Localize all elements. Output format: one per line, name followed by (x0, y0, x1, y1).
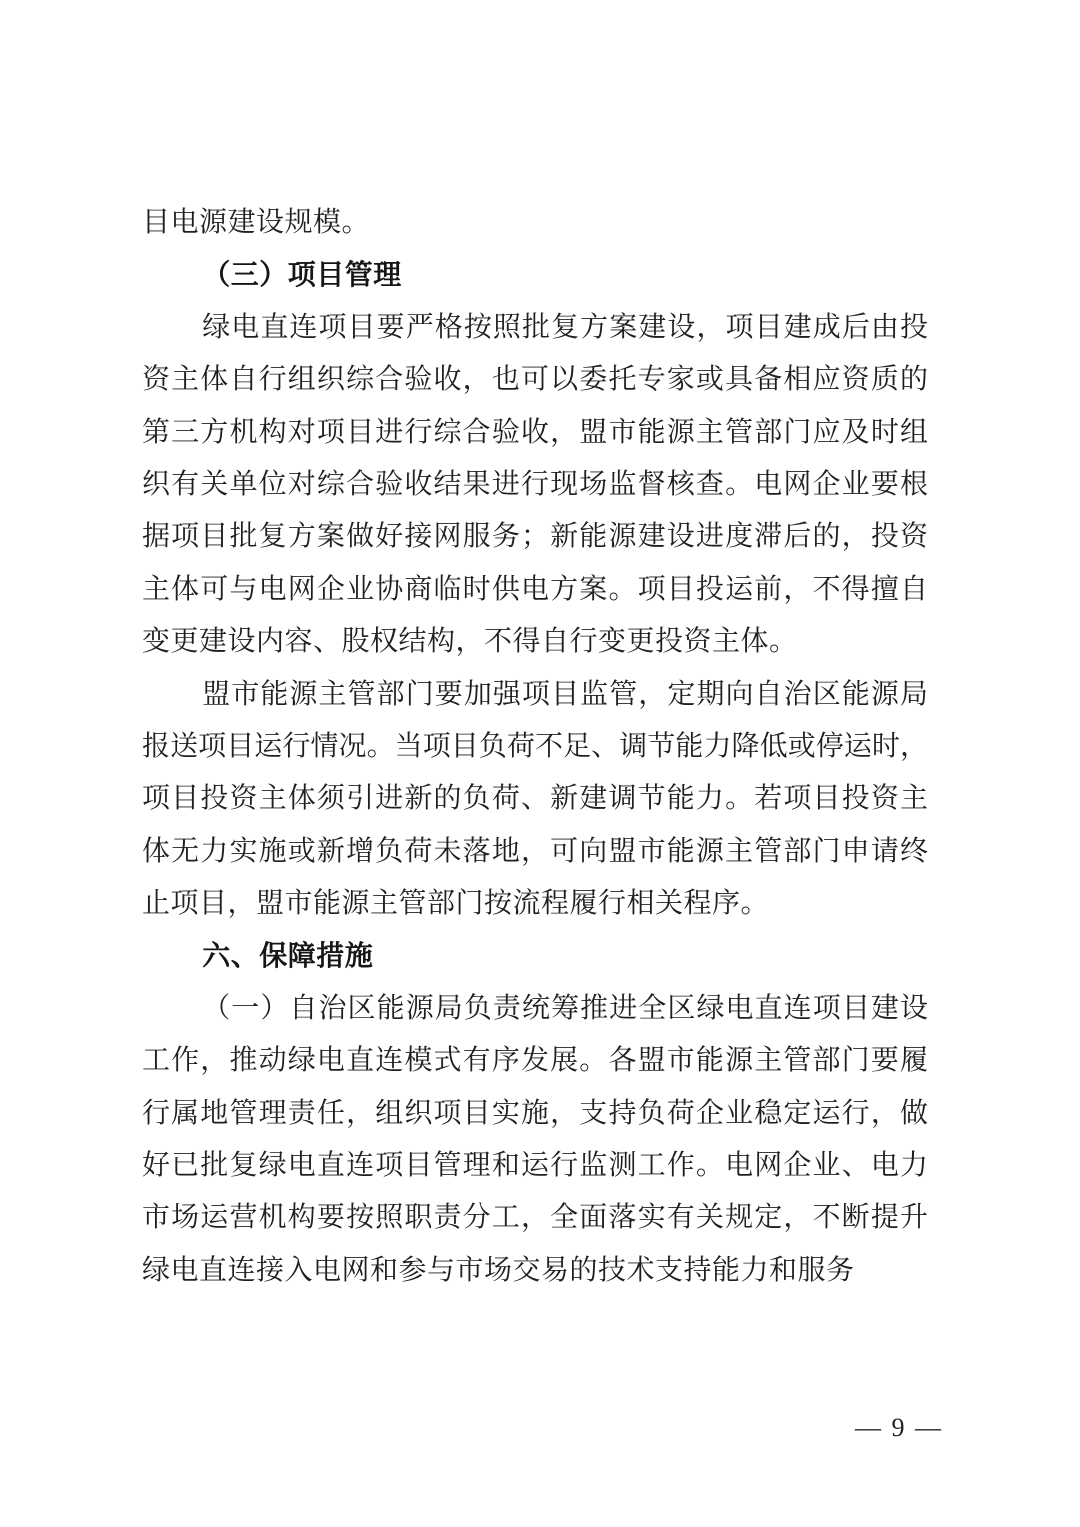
text-line: 行属地管理责任，组织项目实施，支持负荷企业稳定运行，做 (142, 1097, 928, 1129)
text-line: 报送项目运行情况。当项目负荷不足、调节能力降低或停运时， (142, 730, 928, 762)
text-line: 绿电直连项目要严格按照批复方案建设，项目建成后由投 (202, 311, 928, 343)
text-line: 资主体自行组织综合验收，也可以委托专家或具备相应资质的 (142, 364, 928, 396)
text-line: 体无力实施或新增负荷未落地，可向盟市能源主管部门申请终 (142, 835, 928, 867)
section-heading: （三）项目管理 (202, 259, 402, 291)
text-line: （一）自治区能源局负责统筹推进全区绿电直连项目建设 (202, 992, 928, 1024)
text-line: 织有关单位对综合验收结果进行现场监督核查。电网企业要根 (142, 468, 928, 500)
text-line: 项目投资主体须引进新的负荷、新建调节能力。若项目投资主 (142, 783, 928, 815)
document-body (142, 197, 928, 1297)
text-line: 止项目，盟市能源主管部门按流程履行相关程序。 (142, 888, 770, 920)
text-line: 绿电直连接入电网和参与市场交易的技术支持能力和服务 (142, 1254, 855, 1286)
text-line: 好已批复绿电直连项目管理和运行监测工作。电网企业、电力 (142, 1150, 928, 1182)
section-heading: 六、保障措施 (202, 940, 374, 972)
text-line: 第三方机构对项目进行综合验收，盟市能源主管部门应及时组 (142, 416, 928, 448)
text-line: 目电源建设规模。 (142, 207, 371, 238)
text-line: 市场运营机构要按照职责分工，全面落实有关规定，不断提升 (142, 1202, 928, 1234)
text-line: 据项目批复方案做好接网服务；新能源建设进度滞后的，投资 (142, 521, 928, 553)
text-line: 工作，推动绿电直连模式有序发展。各盟市能源主管部门要履 (142, 1045, 928, 1077)
page-number: — 9 — (855, 1413, 943, 1442)
text-line: 盟市能源主管部门要加强项目监管，定期向自治区能源局 (202, 678, 928, 710)
text-line: 变更建设内容、股权结构，不得自行变更投资主体。 (142, 626, 798, 658)
text-line: 主体可与电网企业协商临时供电方案。项目投运前，不得擅自 (142, 573, 928, 605)
